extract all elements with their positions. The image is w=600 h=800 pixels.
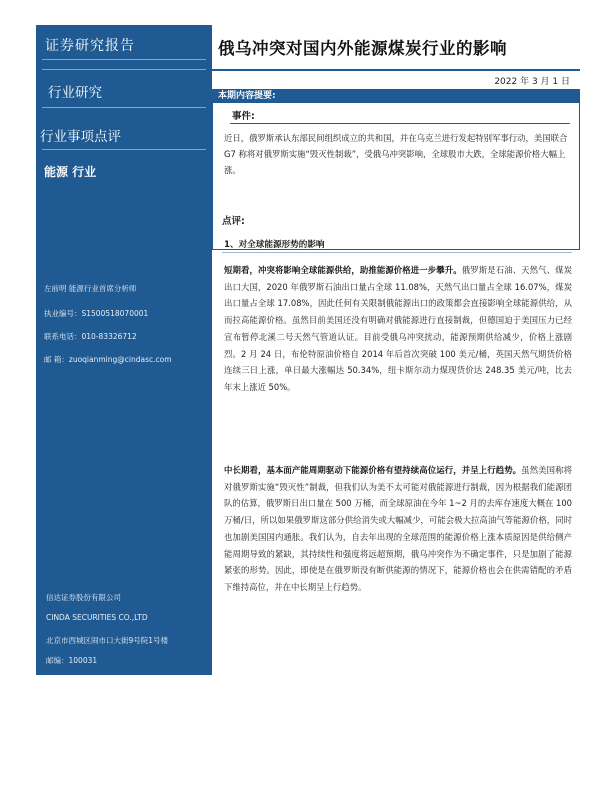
sidebar-divider xyxy=(42,107,206,108)
sidebar-divider xyxy=(42,59,206,60)
event-label: 事件: xyxy=(232,111,255,122)
report-date: 2022 年 3 月 1 日 xyxy=(494,77,570,87)
summary-header: 本期内容提要: xyxy=(212,89,580,103)
section-title: 1、对全球能源形势的影响 xyxy=(224,240,325,250)
report-type-label: 证券研究报告 xyxy=(45,38,135,54)
category-label: 行业研究 xyxy=(48,85,102,101)
sidebar-divider xyxy=(42,69,206,70)
event-divider xyxy=(230,123,570,124)
company-postcode: 邮编：100031 xyxy=(46,656,98,665)
paragraph-long-term xyxy=(224,462,572,596)
company-name-cn: 信达证券股份有限公司 xyxy=(46,593,121,602)
sidebar-divider xyxy=(42,149,206,150)
company-address: 北京市西城区闹市口大街9号院1号楼 xyxy=(46,636,169,645)
analyst-email: 邮 箱：zuoqianming@cindasc.com xyxy=(44,355,172,364)
report-title: 俄乌冲突对国内外能源煤炭行业的影响 xyxy=(218,39,507,58)
industry-label: 能源 行业 xyxy=(44,165,97,179)
analyst-license: 执业编号：S1500518070001 xyxy=(44,309,149,318)
analyst-name: 左前明 能源行业首席分析师 xyxy=(44,284,137,293)
paragraph-body: 虽然美国称将对俄罗斯实施“毁灭性”制裁，但我们认为美不太可能对俄能源进行制裁，因为根据我们能源团队的估算，俄罗斯日出口量在 500 万桶，而全球原油在今年 1~2 月的去库存速度大概在 100 万桶/日，所以如果俄罗斯这部分供给消失或大幅减少，可能会极大拉高油气等能源价格，同时也加剧美国国内通胀。我们认为，自去年出现的全球范围的能源价格上涨本质原因是供给侧产能周期导致的紧缺，其持续性和强度将远超预期，俄乌冲突作为不确定事件，只是加剧了能源紧张的形势。因此，即使是在俄罗斯没有断供能源的情况下，能源价格也会在供需错配的矛盾下维持高位，并在中长期呈上行趋势。 xyxy=(224,465,572,592)
paragraph-lead: 中长期看，基本面产能周期驱动下能源价格有望持续高位运行，并呈上行趋势。 xyxy=(224,465,522,475)
analyst-phone: 联系电话：010-83326712 xyxy=(44,332,137,341)
sidebar xyxy=(36,25,212,675)
paragraph-short-term xyxy=(224,262,572,396)
title-divider xyxy=(212,69,580,71)
paragraph-body: 俄罗斯是石油、天然气、煤炭出口大国，2020 年俄罗斯石油出口量占全球 11.08%，天然气出口量占全球 16.07%，煤炭出口量占全球 17.08%，因此任何有关限制俄能源出口的政策都会直接影响全球能源供给，从而拉高能源价格。虽然目前美国还没有明确对俄能源进行直接制裁，但德国迫于美国压力已经宣布暂停北溪二号天然气管道认证。目前受俄乌冲突扰动，能源预期供给减少，价格上涨剧烈。2 月 24 日，布伦特原油价格自 2014 年后首次突破 100 美元/桶，英国天然气期货价格连续三日上涨，单日最大涨幅达 50.34%，纽卡斯尔动力煤现货价达 248.35 美元/吨，比去年末上涨近 50%。 xyxy=(224,265,573,392)
comment-label: 点评: xyxy=(222,216,245,227)
company-name-en: CINDA SECURITIES CO.,LTD xyxy=(46,613,148,622)
paragraph-lead: 短期看，冲突将影响全球能源供给，助推能源价格进一步攀升。 xyxy=(224,265,462,275)
section-divider xyxy=(222,252,572,253)
event-text: 近日，俄罗斯承认东部民间组织成立的共和国，并在乌克兰进行发起特别军事行动，美国联合 G7 称将对俄罗斯实施“毁灭性制裁”，受俄乌冲突影响，全球股市大跌，全球能源价格大幅上涨。 xyxy=(224,133,568,176)
subcategory-label: 行业事项点评 xyxy=(40,129,121,145)
